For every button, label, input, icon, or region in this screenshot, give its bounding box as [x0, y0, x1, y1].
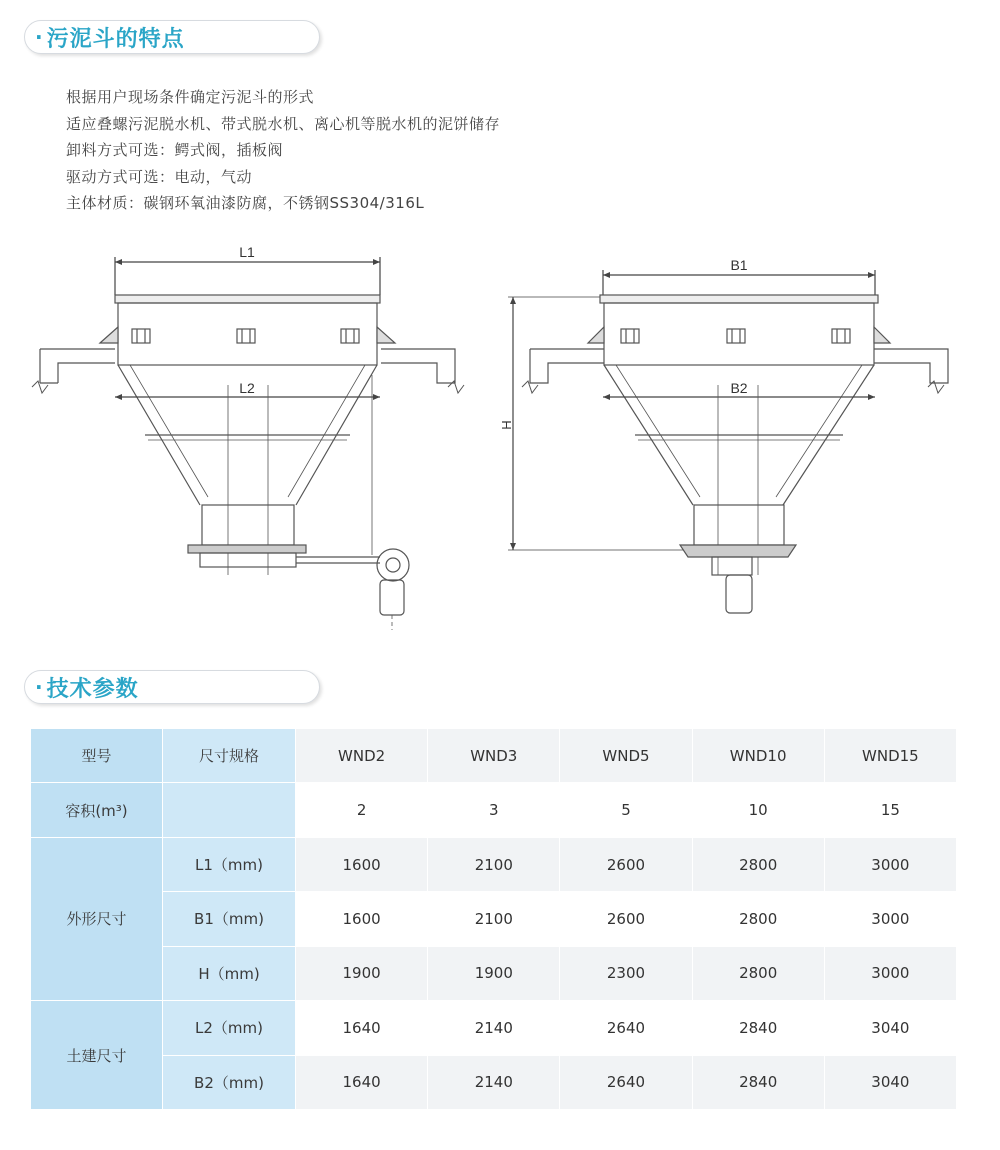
- value-cell: 2140: [428, 1001, 560, 1055]
- label-l2: L2: [239, 380, 255, 396]
- title-dot: ·: [35, 675, 43, 699]
- table-row: [31, 1055, 957, 1109]
- label-b1: B1: [730, 257, 748, 273]
- value-cell: 1640: [296, 1055, 428, 1109]
- header-model: 型号: [31, 729, 163, 783]
- table-row: [31, 729, 957, 783]
- model-cell: WND5: [560, 729, 692, 783]
- label-h: H: [499, 420, 514, 430]
- value-cell: 2840: [692, 1055, 824, 1109]
- row-label: L1（mm): [163, 837, 296, 891]
- specs-heading: 技术参数: [46, 676, 139, 702]
- table-row: [31, 837, 957, 891]
- value-cell: 2800: [692, 946, 824, 1000]
- feature-item: 适应叠螺污泥脱水机、带式脱水机、离心机等脱水机的泥饼储存: [66, 114, 501, 133]
- title-dot: ·: [35, 25, 43, 49]
- table-row: [31, 783, 957, 837]
- value-cell: 3040: [824, 1055, 956, 1109]
- row-label: H（mm): [163, 946, 296, 1000]
- model-cell: WND15: [824, 729, 956, 783]
- feature-item: 驱动方式可选：电动，气动: [66, 167, 253, 186]
- value-cell: 2100: [428, 837, 560, 891]
- volume-cell: 15: [824, 783, 956, 837]
- volume-cell: 5: [560, 783, 692, 837]
- model-cell: WND3: [428, 729, 560, 783]
- empty-cell: [163, 783, 296, 837]
- outer-dimension-label: 外形尺寸: [31, 837, 163, 1000]
- row-label: L2（mm): [163, 1001, 296, 1055]
- table-row: [31, 1001, 957, 1055]
- section-title-features: [24, 20, 320, 54]
- value-cell: 2800: [692, 837, 824, 891]
- header-size: 尺寸规格: [163, 729, 296, 783]
- model-cell: WND2: [296, 729, 428, 783]
- front-view-drawing: [32, 257, 464, 630]
- feature-item: 卸料方式可选：鳄式阀，插板阀: [66, 141, 284, 159]
- volume-label: 容积(m³): [31, 783, 163, 837]
- value-cell: 1640: [296, 1001, 428, 1055]
- value-cell: 2100: [428, 892, 560, 946]
- value-cell: 1900: [428, 946, 560, 1000]
- value-cell: 1900: [296, 946, 428, 1000]
- side-view-drawing: [508, 270, 948, 613]
- value-cell: 3000: [824, 837, 956, 891]
- value-cell: 3000: [824, 946, 956, 1000]
- value-cell: 3000: [824, 892, 956, 946]
- volume-cell: 3: [428, 783, 560, 837]
- volume-cell: 2: [296, 783, 428, 837]
- model-cell: WND10: [692, 729, 824, 783]
- hopper-technical-drawing: [0, 235, 1000, 635]
- value-cell: 2600: [560, 837, 692, 891]
- value-cell: 2140: [428, 1055, 560, 1109]
- value-cell: 2640: [560, 1001, 692, 1055]
- row-label: B2（mm): [163, 1055, 296, 1109]
- feature-list: [66, 84, 500, 217]
- value-cell: 1600: [296, 892, 428, 946]
- volume-cell: 10: [692, 783, 824, 837]
- row-label: B1（mm): [163, 892, 296, 946]
- section-title-specs: [24, 670, 320, 704]
- value-cell: 3040: [824, 1001, 956, 1055]
- table-row: [31, 892, 957, 946]
- value-cell: 2800: [692, 892, 824, 946]
- value-cell: 2640: [560, 1055, 692, 1109]
- value-cell: 2300: [560, 946, 692, 1000]
- features-heading: 污泥斗的特点: [46, 26, 185, 52]
- value-cell: 1600: [296, 837, 428, 891]
- spec-table: [30, 728, 957, 1110]
- label-b2: B2: [730, 380, 748, 396]
- feature-item: 根据用户现场条件确定污泥斗的形式: [66, 88, 315, 106]
- feature-item: 主体材质：碳钢环氧油漆防腐，不锈钢SS304/316L: [66, 194, 425, 212]
- table-row: [31, 946, 957, 1000]
- civil-dimension-label: 土建尺寸: [31, 1001, 163, 1110]
- label-l1: L1: [239, 244, 255, 260]
- value-cell: 2600: [560, 892, 692, 946]
- value-cell: 2840: [692, 1001, 824, 1055]
